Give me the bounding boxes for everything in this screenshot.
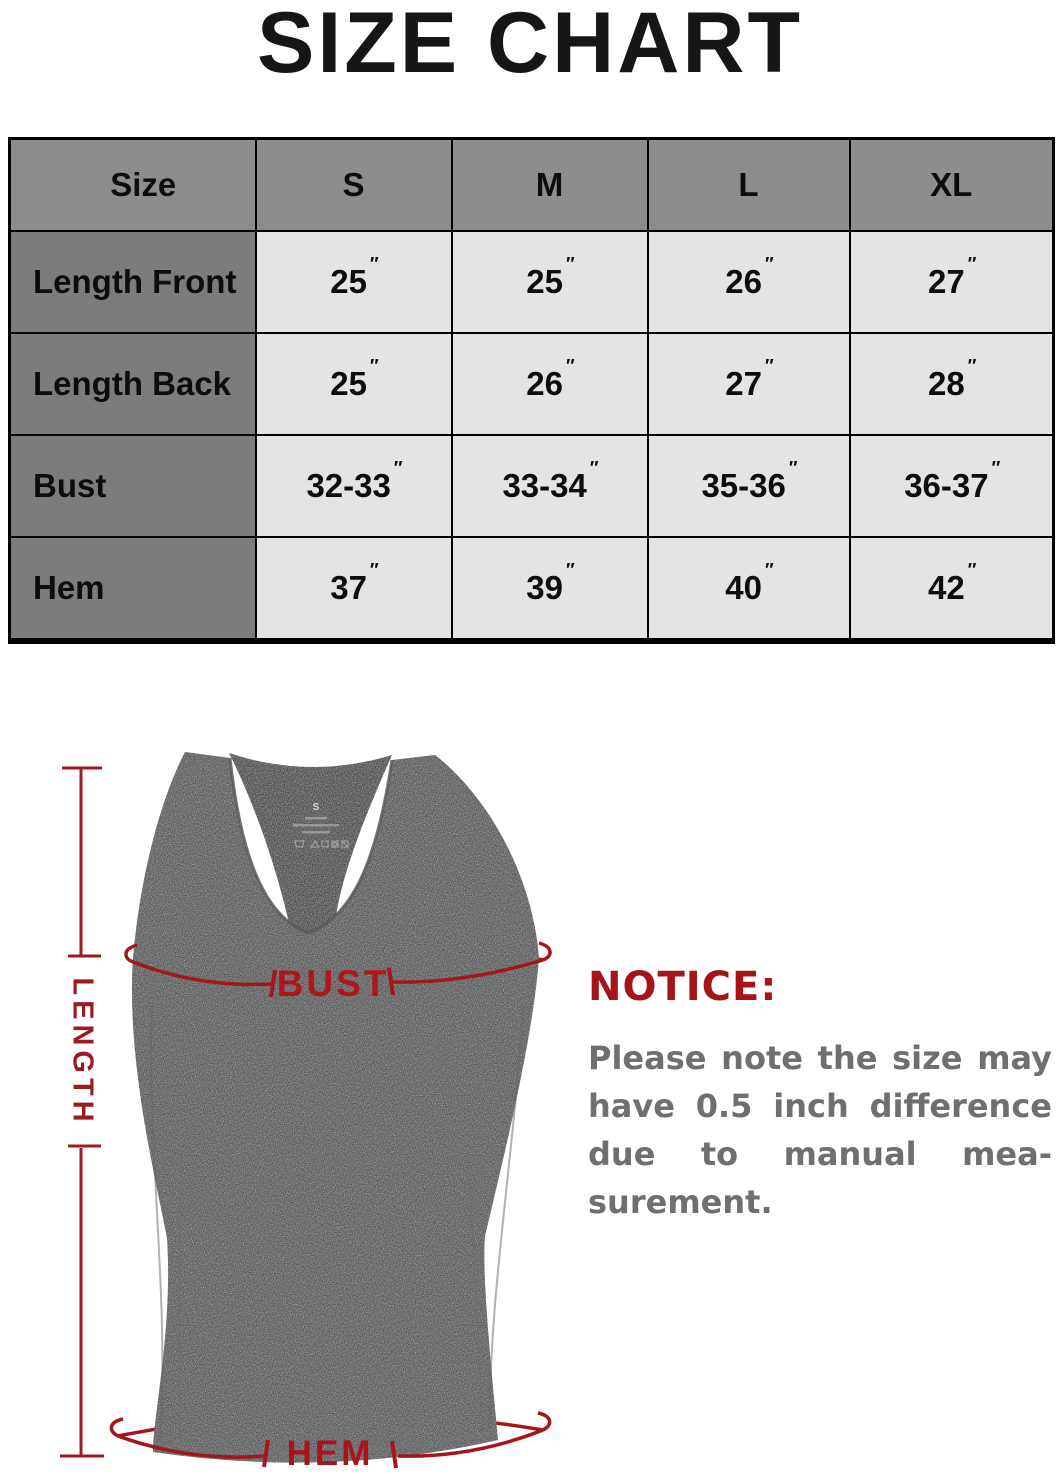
size-cell: 25 ″ [256,333,452,435]
size-cell: 37 ″ [256,537,452,641]
size-cell: 26 ″ [452,333,648,435]
col-header-l: L [648,139,850,232]
size-cell: 25 ″ [452,231,648,333]
inch-mark: ″ [392,457,401,478]
inch-mark: ″ [565,559,573,580]
inch-mark: ″ [966,355,975,376]
table-row-bust [10,435,1054,537]
inch-mark: ″ [966,253,975,274]
inch-mark: ″ [588,457,597,478]
inch-mark: ″ [565,253,573,274]
row-label: Length Front [10,231,256,333]
inch-mark: ″ [369,559,377,580]
table-row-length-front [10,231,1054,333]
inch-mark: ″ [764,559,772,580]
notice-block [588,964,1052,1226]
col-header-xl: XL [850,139,1054,232]
page-title: SIZE CHART [257,0,803,91]
inch-mark: ″ [369,355,377,376]
inch-mark: ″ [369,253,377,274]
inch-mark: ″ [787,457,796,478]
size-cell: 27 ″ [648,333,850,435]
size-cell: 35-36 ″ [648,435,850,537]
notice-heading: NOTICE: [588,964,778,1010]
col-header-size: Size [10,139,256,232]
size-cell: 32-33 ″ [256,435,452,537]
inch-mark: ″ [565,355,573,376]
inch-mark: ″ [764,253,772,274]
size-chart-table [8,137,1055,644]
size-cell: 27 ″ [850,231,1054,333]
inch-mark: ″ [990,457,999,478]
bust-label: BUST [276,963,390,1004]
inch-mark: ″ [764,355,772,376]
hem-label: HEM [286,1434,374,1473]
inch-mark: ″ [966,559,975,580]
notice-text-line: surement. [588,1183,773,1221]
row-label: Length Back [10,333,256,435]
size-cell: 36-37 ″ [850,435,1054,537]
table-header-row [10,139,1054,232]
table-row-length-back [10,333,1054,435]
col-header-s: S [256,139,452,232]
size-cell: 26 ″ [648,231,850,333]
size-cell: 40 ″ [648,537,850,641]
length-label: LENGTH [66,977,99,1127]
size-cell: 42 ″ [850,537,1054,641]
size-cell: 33-34 ″ [452,435,648,537]
size-cell: 25 ″ [256,231,452,333]
notice-text-line: Please note the size may [588,1039,1052,1077]
tank-top-measurement-diagram [20,745,580,1474]
notice-text-line: due to manual mea- [588,1135,1052,1173]
size-cell: 28 ″ [850,333,1054,435]
row-label: Bust [10,435,256,537]
table-row-hem [10,537,1054,641]
row-label: Hem [10,537,256,641]
col-header-m: M [452,139,648,232]
size-cell: 39 ″ [452,537,648,641]
tag-size-letter: S [312,802,320,813]
notice-text-line: have 0.5 inch difference [588,1087,1052,1125]
